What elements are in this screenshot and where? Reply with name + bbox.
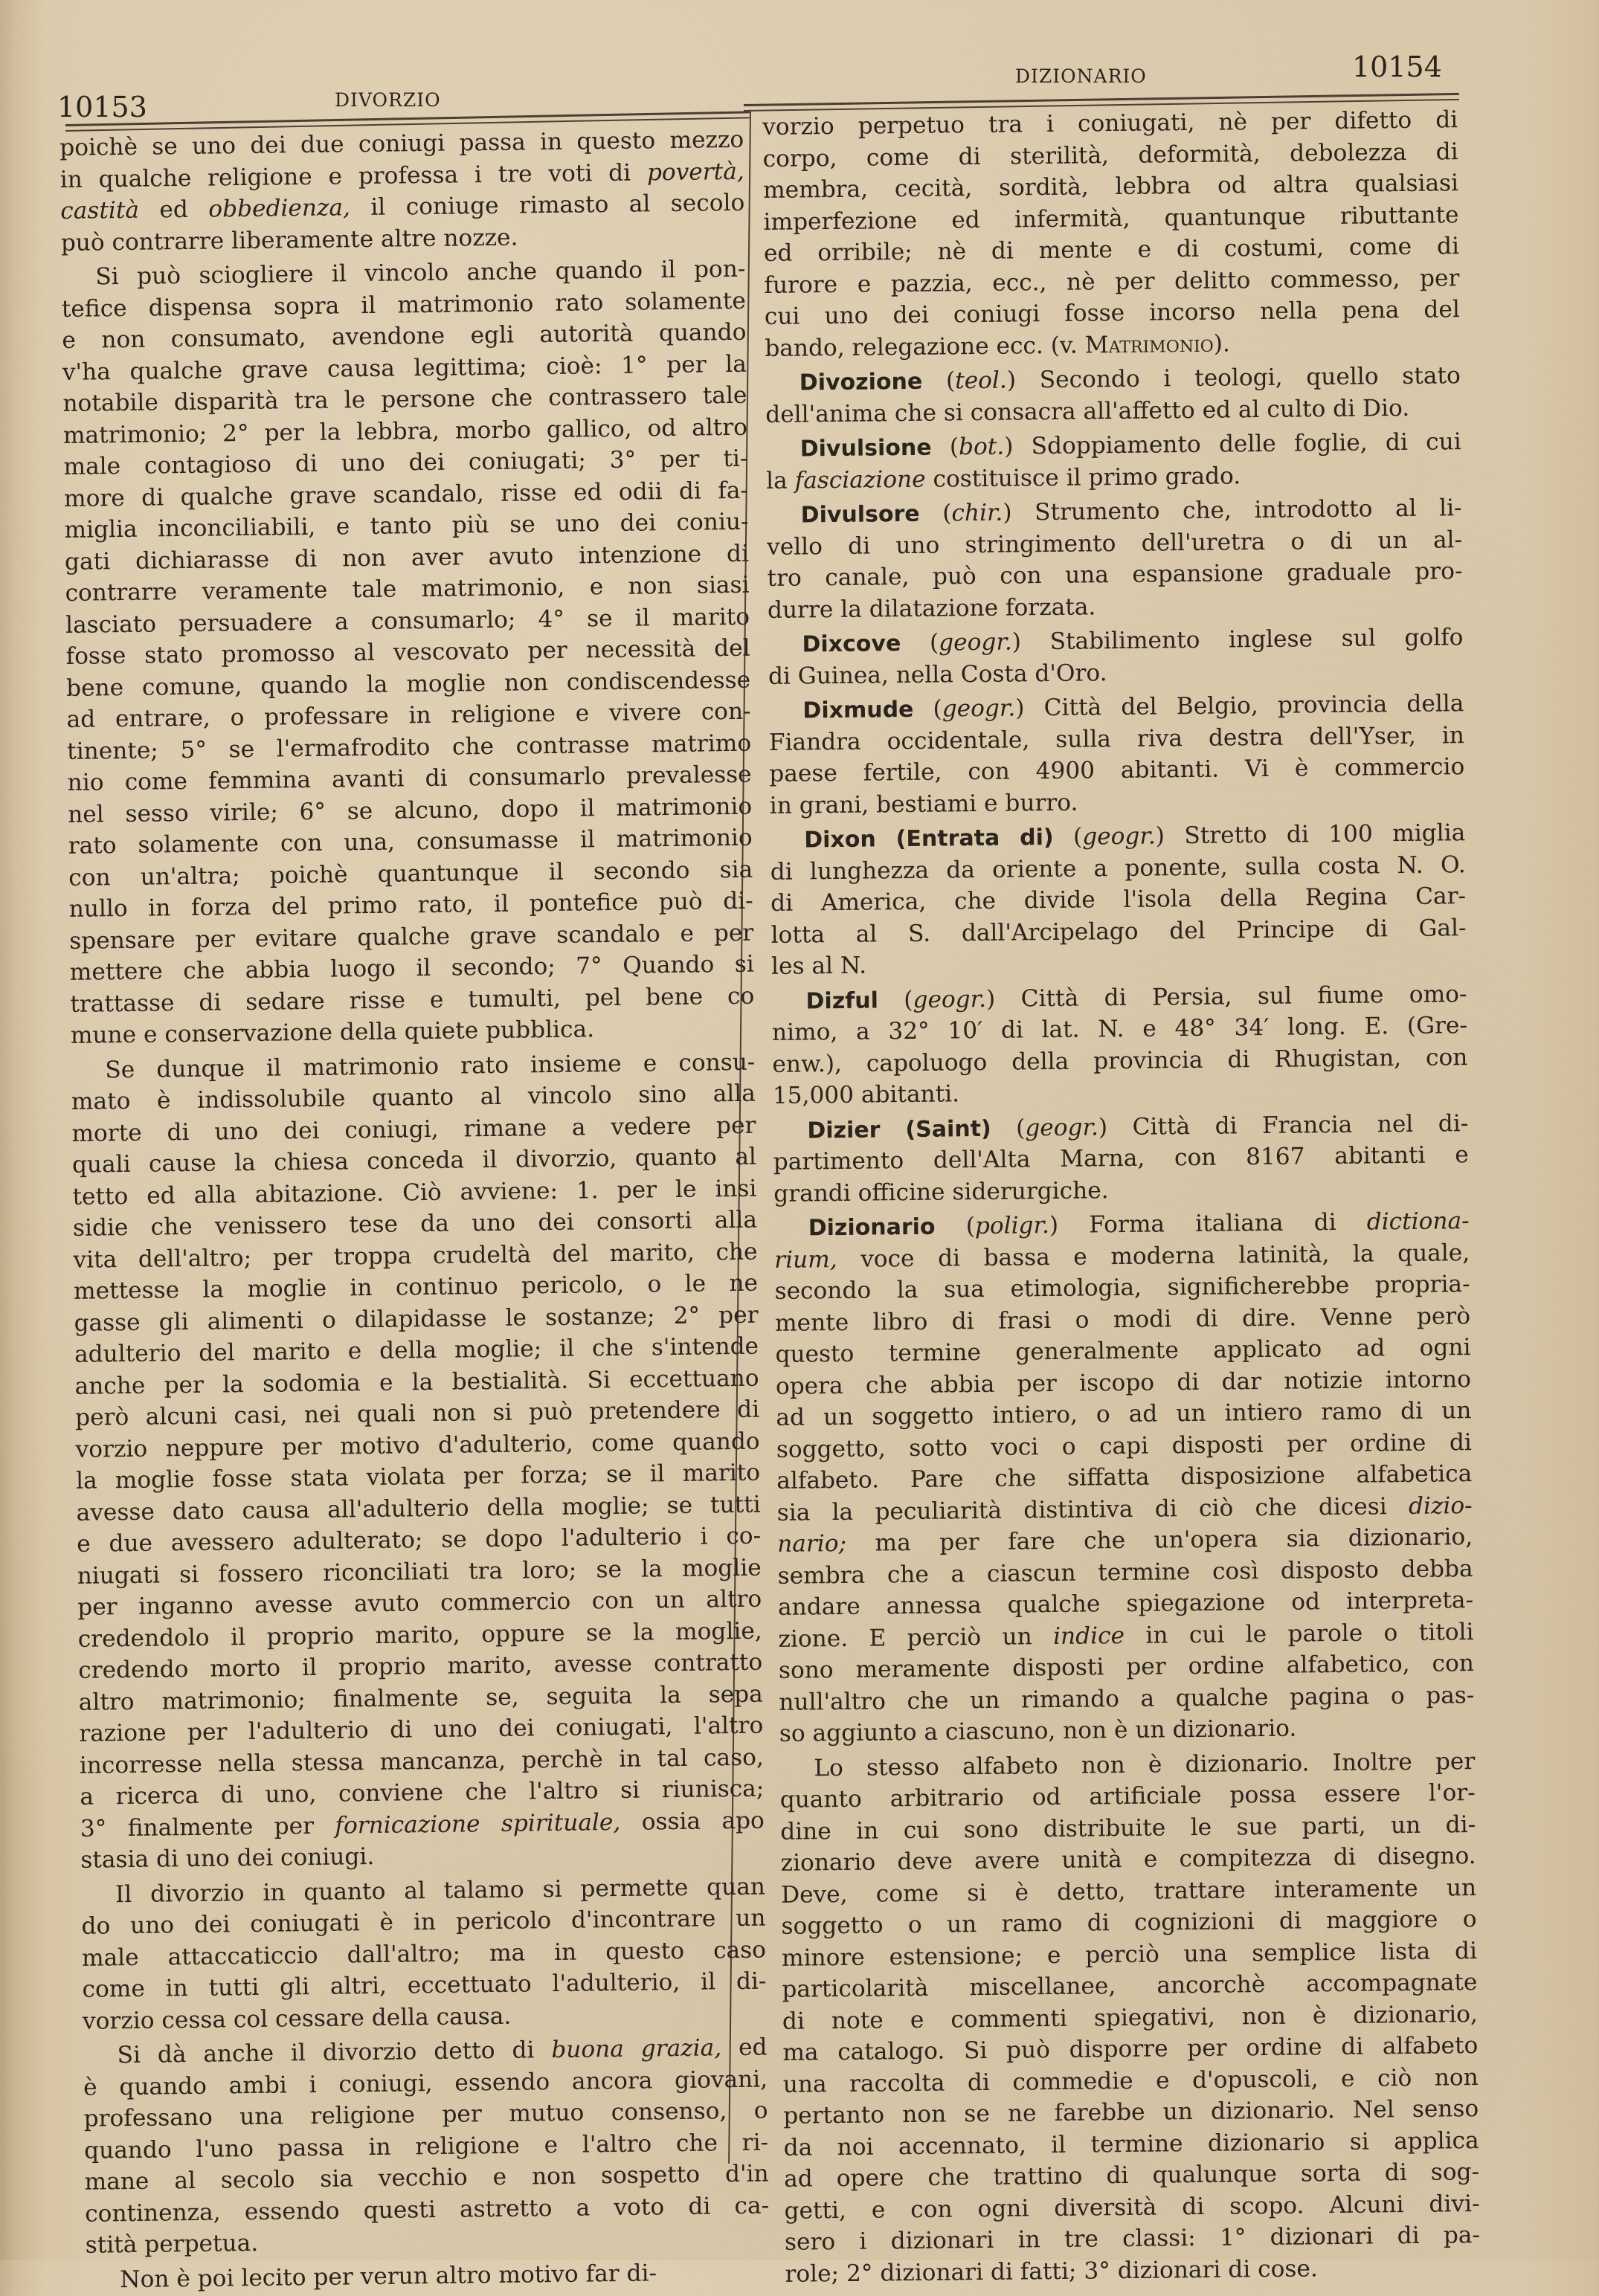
text-segment: professano una religione per mutuo consenso, o <box>83 2097 768 2132</box>
text-segment: ( <box>991 1114 1026 1142</box>
text-segment: trattasse di sedare risse e tumulti, pel bene co <box>70 982 755 1018</box>
text-segment: ). <box>1213 329 1231 358</box>
text-segment: paese fertile, con 4900 abitanti. Vi è commercio <box>769 753 1465 787</box>
entry-headword: Dixcove <box>802 631 901 658</box>
text-segment: do uno dei coniugati è in pericolo d'incontrare un <box>81 1904 766 1940</box>
text-segment: ad entrare, o professare in religione e vivere con- <box>66 697 751 733</box>
text-segment: lotta al S. dall'Arcipelago del Principe di Gal- <box>770 914 1467 949</box>
dictionary-entry <box>768 688 1465 822</box>
text-segment: les al N. <box>770 952 867 980</box>
text-segment: quando l'uno passa in religione e l'altro che ri- <box>83 2129 769 2164</box>
text-segment: stasia di uno dei coniugi. <box>80 1843 375 1874</box>
italic-text: geogr. <box>1082 822 1156 851</box>
text-segment: e non consumato, avendone egli autorità quando <box>62 318 747 354</box>
entry-headword: Divozione <box>799 368 923 396</box>
text-segment: ed <box>721 2034 768 2062</box>
text-segment: ( <box>922 367 956 395</box>
text-segment: il coniuge rimasto al secolo <box>350 189 745 222</box>
text-segment: tro canale, può con una espansione graduale pro- <box>767 558 1463 592</box>
text-segment: imperfezione ed infermità, quantunque ributtante <box>763 201 1459 236</box>
text-segment: stità perpetua. <box>85 2229 259 2259</box>
italic-text: rium, <box>773 1245 837 1274</box>
text-segment: mune e conservazione della quiete pubblica. <box>70 1016 595 1049</box>
text-segment: null'altro che un rimando a qualche pagina o pas- <box>779 1681 1475 1716</box>
text-segment: getti, e con ogni diversità di scopo. Alcuni divi- <box>784 2190 1480 2225</box>
text-segment: andare annessa qualche spiegazione od interpreta- <box>777 1587 1474 1621</box>
text-segment: notabile disparità tra le persone che contrassero tale <box>62 381 747 417</box>
left-running-title: DIVORZIO <box>335 89 441 111</box>
text-segment: ( <box>1053 823 1083 851</box>
text-segment: da noi accennato, il termine dizionario si applica <box>783 2126 1479 2161</box>
text-segment: nimo, a 32° 10′ di lat. N. e 48° 34′ long. E. (Gre- <box>771 1012 1468 1046</box>
italic-text: povertà, <box>646 158 744 186</box>
italic-text: geogr. <box>913 985 987 1013</box>
text-segment: tefice dispensa sopra il matrimonio rato solamente <box>61 287 747 323</box>
text-line <box>768 654 1464 692</box>
text-segment: questo termine generalmente applicato ad ogni <box>775 1334 1471 1368</box>
text-line <box>766 426 1461 465</box>
paragraph <box>779 1746 1481 2290</box>
dictionary-entry <box>774 1205 1476 1750</box>
text-segment: continenza, essendo questi astretto a voto di ca- <box>84 2192 770 2228</box>
text-segment: gasse gli alimenti o dilapidasse le sostanze; 2° per <box>74 1301 759 1337</box>
text-segment: quali cause la chiesa conceda il divorzio, quanto al <box>71 1143 757 1178</box>
entry-headword: Dizier (Saint) <box>807 1115 991 1144</box>
text-segment: incorresse nella stessa mancanza, perchè in tal caso, <box>79 1744 764 1779</box>
text-segment: ed <box>138 196 209 224</box>
text-segment: mente libro di frasi o modi di dire. Venne però <box>774 1302 1471 1337</box>
text-segment: ed orribile; nè di mente e di costumi, come di <box>763 233 1460 267</box>
text-segment: nio come femmina avanti di consumarlo prevalesse <box>67 761 752 796</box>
text-segment: la <box>766 467 795 494</box>
text-segment: minore estensione; e perciò una semplice lista di <box>781 1937 1478 1972</box>
text-segment: ossia apo <box>620 1807 765 1836</box>
text-segment: vorzio cessa col cessare della causa. <box>82 2002 512 2035</box>
text-segment: morte di uno dei coniugi, rimane a vedere per <box>71 1112 756 1147</box>
text-segment: Non è poi lecito per verun altro motivo far di- <box>120 2259 657 2293</box>
dictionary-entry <box>771 978 1468 1112</box>
text-segment: ( <box>878 986 913 1013</box>
text-segment: ad un soggetto intiero, o ad un intiero ramo di un <box>776 1397 1472 1431</box>
text-segment: Se dunque il matrimonio rato insieme e consu- <box>105 1048 756 1083</box>
text-segment: furore e pazzia, ecc., nè per delitto commesso, per <box>764 264 1460 299</box>
text-segment: adulterio del marito e della moglie; il che s'intende <box>74 1332 759 1368</box>
dictionary-entry <box>765 360 1461 430</box>
italic-text: geogr. <box>939 628 1012 657</box>
text-segment: a ricerca di uno, conviene che l'altro si riunisca; <box>80 1775 765 1810</box>
italic-text: geogr. <box>942 694 1016 723</box>
text-segment: niugati si fossero riconciliati tra loro; se la moglie <box>77 1554 762 1590</box>
text-line <box>766 458 1461 497</box>
text-segment: spensare per evitare qualche grave scandalo e per <box>69 919 754 955</box>
entry-headword: Divulsore <box>800 500 920 529</box>
text-segment: anche per la sodomia e la bestialità. Si eccettuano <box>74 1364 759 1400</box>
text-line <box>768 622 1463 660</box>
text-segment: di lunghezza da oriente a ponente, sulla costa N. O. <box>770 851 1466 886</box>
italic-text: poligr. <box>974 1212 1050 1240</box>
entry-headword: Divulsione <box>800 434 932 462</box>
text-line <box>770 783 1465 822</box>
italic-text: nario; <box>776 1529 847 1558</box>
text-segment: costituisce il primo grado. <box>925 462 1241 493</box>
text-segment: credendo morto il proprio marito, avesse contratto <box>78 1648 763 1684</box>
text-segment: alfabeto. Pare che siffatta disposizione alfabetica <box>776 1460 1473 1494</box>
italic-text: buona grazia, <box>551 2034 722 2064</box>
text-segment: ) Città di Francia nel di- <box>1098 1109 1469 1141</box>
text-segment: in grani, bestiami e burro. <box>769 789 1078 819</box>
text-segment: Lo stesso alfabeto non è dizionario. Inoltre per <box>814 1747 1476 1781</box>
text-line <box>785 2251 1480 2290</box>
text-segment: sidie che venissero tese da uno dei consorti alla <box>72 1206 758 1242</box>
left-page-number: 10153 <box>57 91 147 123</box>
text-segment: male contagioso di uno dei coniugati; 3° per ti- <box>63 445 748 480</box>
text-segment: tetto ed alla abitazione. Ciò avviene: 1. per le insi <box>72 1175 757 1210</box>
text-segment: membra, cecità, sordità, lebbra od altra qualsiasi <box>762 170 1459 204</box>
text-segment: ) Stabilimento inglese sul golfo <box>1011 624 1464 656</box>
text-segment: in qualche religione e professa i tre voti di <box>59 158 648 193</box>
text-segment: vorzio perpetuo tra i coniugati, nè per difetto di <box>762 106 1458 141</box>
paragraph <box>61 254 755 1052</box>
text-segment: vita dell'altro; per troppa crudeltà del marito, che <box>73 1238 758 1274</box>
text-segment: role; 2° dizionari di fatti; 3° dizionari di cose. <box>785 2254 1318 2288</box>
text-segment: quanto arbitrario od artificiale possa essere l'or- <box>779 1779 1476 1813</box>
text-segment: Fiandra occidentale, sulla riva destra dell'Yser, in <box>768 721 1465 756</box>
text-segment: di Guinea, nella Costa d'Oro. <box>768 659 1107 690</box>
text-line <box>765 392 1461 430</box>
text-segment: mato è indissolubile quanto al vincolo sino alla <box>71 1080 756 1115</box>
text-segment: partimento dell'Alta Marna, con 8167 abitanti e <box>773 1141 1469 1176</box>
text-segment: ) Strumento che, introdotto al li- <box>1003 494 1462 526</box>
text-segment: nel sesso virile; 6° se alcuno, dopo il matrimonio <box>67 793 753 828</box>
dictionary-entry <box>770 817 1467 982</box>
italic-text: fasciazione <box>794 465 926 494</box>
text-segment: Il divorzio in quanto al talamo si permette quan <box>115 1873 766 1908</box>
text-segment: fosse stato promosso al vescovato per necessità del <box>65 634 750 670</box>
text-segment: ( <box>901 629 939 657</box>
text-line <box>773 1171 1469 1210</box>
text-segment: di note e commenti spiegativi, non è dizionario, <box>782 2000 1479 2035</box>
text-segment: male attaccaticcio dall'altro; ma in questo caso <box>81 1936 767 1972</box>
text-segment: di America, che divide l'isola della Regina Car- <box>770 883 1467 917</box>
italic-text: teol. <box>954 367 1008 395</box>
text-segment: 3° finalmente per <box>80 1812 335 1842</box>
paragraph <box>762 104 1461 364</box>
text-segment: 15,000 abitanti. <box>772 1080 960 1109</box>
text-segment: Si può sciogliere il vincolo anche quando il pon- <box>95 255 746 291</box>
italic-text: dizio- <box>1408 1492 1473 1520</box>
dictionary-entry <box>773 1108 1469 1210</box>
text-segment: è quando ambi i coniugi, essendo ancora giovani, <box>83 2066 768 2101</box>
text-segment: ) Città del Belgio, provincia della <box>1015 690 1464 722</box>
text-segment: ( <box>931 433 959 461</box>
text-segment: ( <box>913 695 942 723</box>
text-segment: come in tutti gli altri, eccettuato l'adulterio, il di- <box>82 1967 767 2003</box>
text-segment: sia la peculiarità distintiva di ciò che dicesi <box>776 1492 1409 1526</box>
paragraph <box>83 2032 770 2262</box>
text-segment: ) Forma italiana di <box>1049 1208 1367 1239</box>
text-segment: contrarre veramente tale matrimonio, e non siasi <box>65 571 750 607</box>
text-segment: mane al secolo sia vecchio e non sospetto d'in <box>84 2160 769 2196</box>
text-segment: pertanto non se ne farebbe un dizionario. Nel senso <box>783 2095 1479 2129</box>
text-segment: dine in cui sono distribuite le sue parti, un di- <box>780 1810 1476 1845</box>
italic-text: chir. <box>951 499 1003 527</box>
text-segment: ) Città di Persia, sul fiume omo- <box>985 980 1467 1013</box>
italic-text: obbedienza, <box>208 194 351 223</box>
text-segment: avesse dato causa all'adulterio della moglie; se tutti <box>76 1491 761 1526</box>
cross-reference: Matrimonio <box>1084 330 1214 358</box>
text-line <box>765 326 1460 364</box>
text-segment: tinente; 5° se l'ermafrodito che contrasse matrimo <box>66 729 752 765</box>
italic-text: dictiona- <box>1366 1207 1470 1236</box>
text-segment: zionario deve avere unità e compitezza di disegno. <box>780 1842 1476 1877</box>
entry-headword: Dixon (Entrata di) <box>804 824 1054 854</box>
text-segment: soggetto o un ramo di cognizioni di maggiore o <box>781 1906 1477 1940</box>
text-segment: particolarità miscellanee, ancorchè accompagnate <box>782 1969 1478 2003</box>
text-segment: bene comune, quando la moglie non condiscendesse <box>65 666 751 702</box>
text-segment: ( <box>919 500 952 527</box>
text-segment: so aggiunto a ciascuno, non è un dizionario. <box>779 1715 1297 1747</box>
text-segment: una raccolta di commedie e d'opuscoli, e ciò non <box>782 2063 1479 2098</box>
paragraph <box>59 124 745 259</box>
text-segment: sero i dizionari in tre classi: 1° dizionari di pa- <box>784 2222 1481 2256</box>
text-segment: secondo la sua etimologia, significherebbe propria- <box>774 1271 1470 1305</box>
italic-text: fornicazione spirituale, <box>335 1808 621 1839</box>
text-segment: voce di bassa e moderna latinità, la quale, <box>837 1239 1470 1273</box>
text-segment: ma catalogo. Si può disporre per ordine di alfabeto <box>782 2032 1479 2066</box>
text-segment: vello di uno stringimento dell'uretra o di un al- <box>766 526 1463 561</box>
text-line <box>773 1073 1468 1112</box>
text-segment: opera che abbia per iscopo di dar notizie intorno <box>775 1365 1472 1400</box>
text-segment: razione per l'adulterio di uno dei coniugati, l'altro <box>79 1712 764 1747</box>
entry-headword: Dizionario <box>808 1213 936 1242</box>
text-segment: corpo, come di sterilità, deformità, debolezza di <box>762 138 1458 172</box>
text-segment: matrimonio; 2° per la lebbra, morbo gallico, od altro <box>62 413 748 449</box>
entry-headword: Dixmude <box>802 696 914 724</box>
text-segment: ) Secondo i teologi, quello stato <box>1006 362 1461 394</box>
italic-text: bot. <box>958 433 1005 461</box>
right-running-title: DIZIONARIO <box>1015 65 1147 87</box>
text-segment: la moglie fosse stata violata per forza; se il marito <box>75 1459 761 1494</box>
text-segment: per inganno avesse avuto commercio con un altro <box>77 1585 762 1621</box>
text-segment: miglia inconciliabili, e tanto più se uno dei coniu- <box>64 508 749 544</box>
text-segment: gati dichiarasse di non aver avuto intenzione di <box>64 540 750 575</box>
dictionary-entry <box>768 622 1464 692</box>
text-segment: grandi officine siderurgiche. <box>773 1176 1109 1207</box>
text-segment: dell'anima che si consacra all'affetto ed al culto di Dio. <box>765 394 1410 428</box>
text-segment: nullo in forza del primo rato, il pontefice può di- <box>68 887 753 923</box>
text-segment: sono meramente disposti per ordine alfabetico, con <box>778 1650 1475 1684</box>
text-line <box>779 1711 1475 1750</box>
text-segment: v'ha qualche grave causa legittima; cioè: 1° per la <box>62 350 747 386</box>
text-segment: ( <box>935 1213 976 1240</box>
text-segment: ad opere che trattino di qualunque sorta di sog- <box>783 2158 1480 2193</box>
text-segment: può contrarre liberamente altre nozze. <box>60 223 518 257</box>
text-segment: però alcuni casi, nei quali non si può pretendere di <box>74 1396 760 1431</box>
text-segment: sembra che a ciascun termine così disposto debba <box>777 1555 1473 1590</box>
text-segment: enw.), capoluogo della provincia di Rhugistan, con <box>772 1043 1468 1078</box>
text-segment: credendolo il proprio marito, oppure se la moglie, <box>77 1617 762 1653</box>
text-segment: con un'altra; poichè quantunque il secondo sia <box>68 856 753 891</box>
text-segment: soggetto, sotto voci o capi disposti per ordine di <box>776 1428 1472 1463</box>
italic-text: indice <box>1052 1622 1125 1650</box>
dictionary-entry <box>766 492 1463 626</box>
right-column-text <box>762 104 1481 2290</box>
text-segment: poichè se uno dei due coniugi passa in questo mezzo <box>59 126 744 161</box>
left-column-text <box>59 124 770 2296</box>
text-segment: Si dà anche il divorzio detto di <box>117 2037 552 2069</box>
text-segment: ) Sdoppiamento delle foglie, di cui <box>1004 428 1461 460</box>
entry-headword: Dizful <box>805 987 879 1014</box>
text-segment: Deve, come si è detto, trattare interamente un <box>780 1874 1477 1909</box>
text-segment: mettesse la moglie in continuo pericolo, o le ne <box>73 1269 759 1305</box>
text-segment: cui uno dei coniugi fosse incorso nella pena del <box>764 296 1461 330</box>
text-segment: mettere che abbia luogo il secondo; 7° Quando si <box>69 950 754 986</box>
paragraph <box>71 1046 765 1876</box>
text-segment: altro matrimonio; finalmente se, seguita la sepa <box>78 1680 763 1716</box>
text-line <box>86 2256 770 2296</box>
text-segment: durre la dilatazione forzata. <box>767 593 1096 624</box>
italic-text: castità <box>60 196 140 225</box>
text-segment: rato solamente con una, consumasse il matrimonio <box>68 824 753 860</box>
text-segment: lasciato persuadere a consumarlo; 4° se il marito <box>65 603 750 639</box>
text-segment: bando, relegazione ecc. (v. <box>765 331 1085 362</box>
dictionary-entry <box>766 426 1462 497</box>
text-segment: more di qualche grave scandalo, risse ed odii di fa- <box>63 477 749 512</box>
paragraph <box>86 2256 770 2296</box>
paragraph <box>81 1871 768 2037</box>
text-segment: in cui le parole o titoli <box>1124 1618 1474 1649</box>
text-segment: ) Stretto di 100 miglia <box>1155 819 1466 850</box>
text-segment: vorzio neppure per motivo d'adulterio, come quando <box>75 1428 760 1463</box>
italic-text: geogr. <box>1025 1113 1099 1141</box>
text-segment: ma per fare che un'opera sia dizionario, <box>846 1523 1473 1557</box>
text-line <box>768 587 1463 626</box>
text-segment: zione. E perciò un <box>778 1622 1054 1653</box>
text-segment: e due avessero adulterato; se dopo l'adulterio i co- <box>76 1522 762 1558</box>
right-page-number: 10154 <box>1352 51 1442 83</box>
